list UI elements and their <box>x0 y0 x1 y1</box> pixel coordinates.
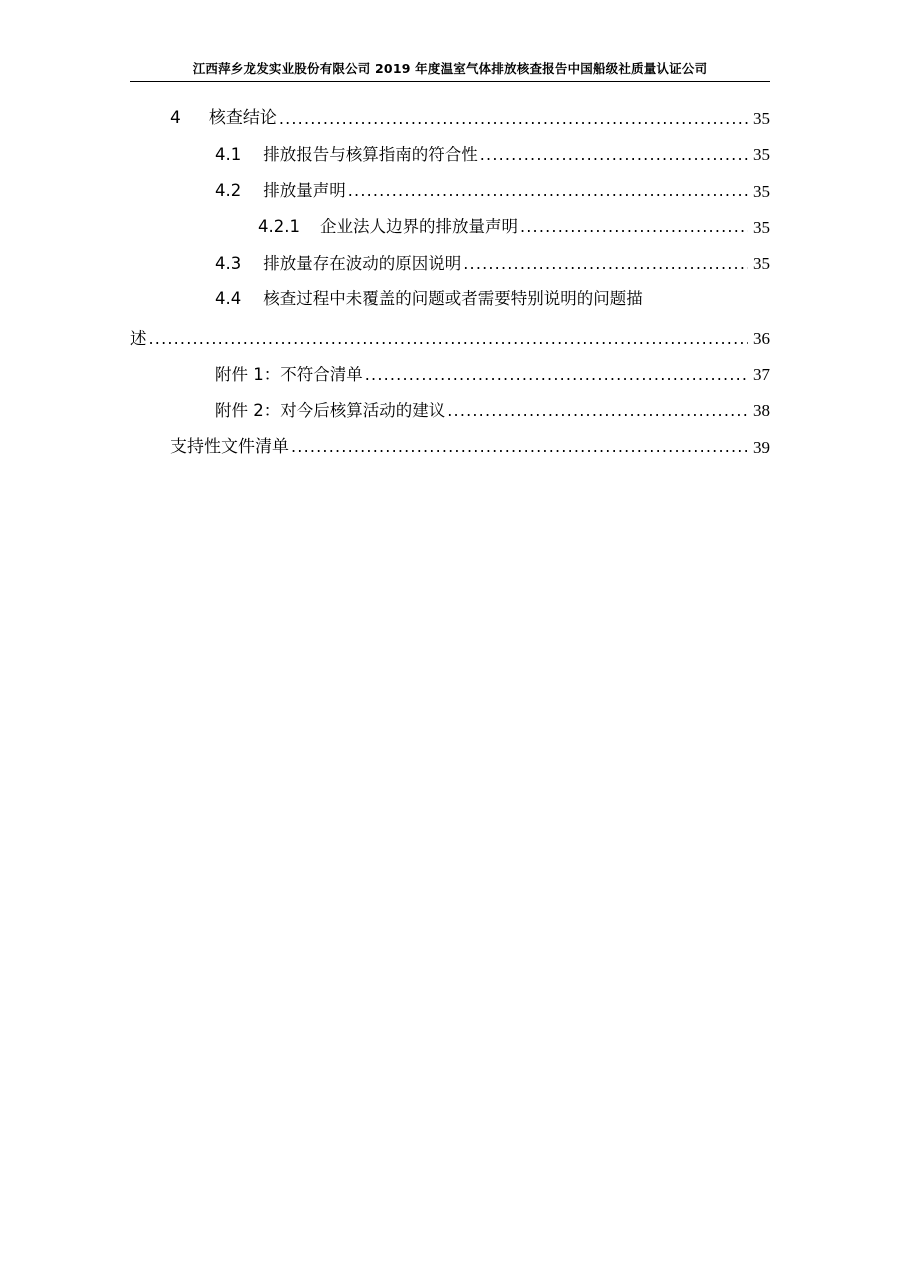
toc-number: 4.2 <box>215 181 242 201</box>
toc-page-number: 36 <box>753 328 770 348</box>
toc-leader <box>447 405 748 422</box>
toc-leader <box>463 258 748 275</box>
toc-page-number: 39 <box>753 437 770 457</box>
toc-page-number: 35 <box>753 254 770 273</box>
toc-page-number: 35 <box>753 181 770 201</box>
toc-entry[interactable] <box>130 364 770 385</box>
toc-entry[interactable] <box>130 217 770 238</box>
toc-entry[interactable] <box>130 181 770 202</box>
toc-title: 核查过程中未覆盖的问题或者需要特别说明的问题描 <box>263 289 643 309</box>
toc-leader <box>149 333 749 350</box>
toc-entry[interactable] <box>130 437 770 458</box>
toc-page-number: 35 <box>753 145 770 165</box>
toc-title: 附件 2：对今后核算活动的建议 <box>215 401 446 420</box>
toc-number: 4.1 <box>215 144 242 164</box>
toc-title: 排放量存在波动的原因说明 <box>263 253 462 273</box>
toc-entry[interactable] <box>130 289 770 310</box>
toc-title: 排放报告与核算指南的符合性 <box>263 144 478 164</box>
toc-leader <box>520 222 748 239</box>
toc-number: 4.3 <box>215 253 242 273</box>
toc-title: 附件 1：不符合清单 <box>215 364 363 384</box>
toc-entry[interactable] <box>130 253 770 274</box>
toc-page-number: 35 <box>753 217 770 237</box>
toc-leader <box>480 149 748 166</box>
toc-title: 企业法人边界的排放量声明 <box>319 217 518 237</box>
toc-leader <box>291 441 748 458</box>
toc-entry[interactable] <box>130 144 770 165</box>
toc-entry-continuation[interactable] <box>130 328 770 349</box>
toc-title: 支持性文件清单 <box>170 436 289 457</box>
toc-leader <box>348 185 748 202</box>
toc-page-number: 35 <box>753 109 770 128</box>
toc-number: 4 <box>170 108 181 128</box>
toc-entry[interactable] <box>130 400 770 421</box>
toc-leader <box>365 369 748 386</box>
toc-title-continuation: 述 <box>130 328 147 348</box>
toc-number: 4.2.1 <box>258 217 300 237</box>
header-title: 江西萍乡龙发实业股份有限公司 2019 年度温室气体排放核查报告中国船级社质量认证公司 <box>192 61 708 76</box>
toc-number: 4.4 <box>215 289 242 309</box>
toc-title: 排放量声明 <box>263 181 346 201</box>
toc-entry[interactable] <box>130 108 770 129</box>
toc-page-number: 37 <box>753 365 770 385</box>
page-header <box>130 62 770 82</box>
toc-title: 核查结论 <box>208 108 277 128</box>
toc-page-number: 38 <box>753 401 770 421</box>
table-of-contents <box>130 108 770 473</box>
toc-leader <box>279 112 748 129</box>
